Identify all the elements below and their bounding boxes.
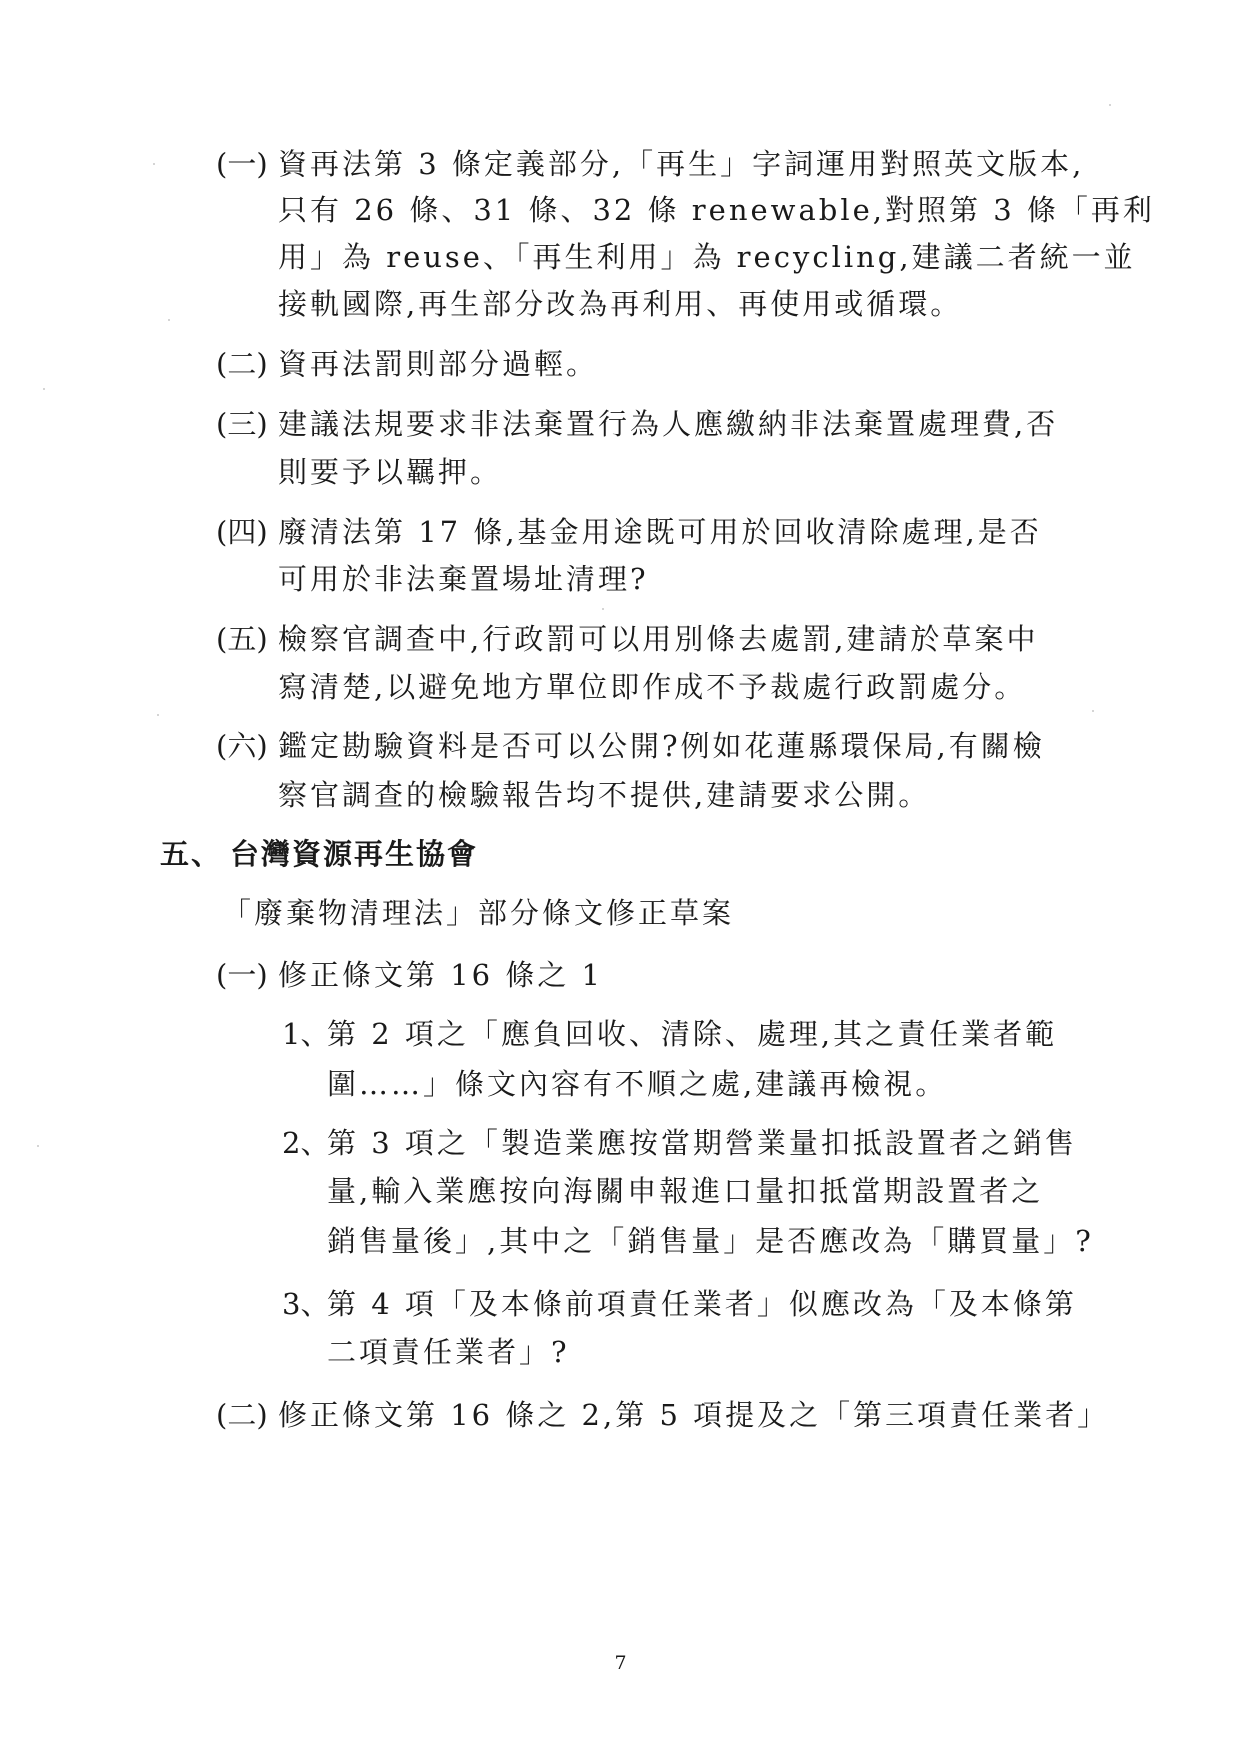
page-number: 7 (614, 1652, 627, 1674)
item-text-line: 修正條文第 16 條之 1 (278, 958, 604, 992)
section-number: 五、 (160, 837, 223, 871)
scan-speck (1092, 710, 1094, 712)
scan-speck (157, 714, 159, 716)
item-text-line: 鑑定勘驗資料是否可以公開?例如花蓮縣環保局,有關檢 (278, 729, 1045, 763)
item-marker: (二) (216, 1398, 268, 1432)
subitem-text-line: 第 2 項之「應負回收、清除、處理,其之責任業者範 (327, 1017, 1058, 1051)
scan-speck (168, 319, 170, 321)
scan-speck (153, 163, 155, 165)
subitem-text-line: 量,輸入業應按向海關申報進口量扣抵當期設置者之 (327, 1174, 1044, 1208)
subitem-text-line: 銷售量後」,其中之「銷售量」是否應改為「購買量」? (327, 1224, 1094, 1258)
item-text-line: 建議法規要求非法棄置行為人應繳納非法棄置處理費,否 (278, 407, 1059, 441)
item-text-line: 則要予以羈押。 (278, 455, 503, 489)
item-text-line: 接軌國際,再生部分改為再利用、再使用或循環。 (278, 287, 963, 321)
item-text-line: 察官調查的檢驗報告均不提供,建請要求公開。 (278, 778, 931, 812)
item-text-line: 檢察官調查中,行政罰可以用別條去處罰,建請於草案中 (278, 622, 1039, 656)
subitem-marker: 2、 (282, 1126, 330, 1160)
item-text-line: 資再法第 3 條定義部分,「再生」字詞運用對照英文版本, (278, 147, 1085, 181)
subitem-text-line: 圍……」條文內容有不順之處,建議再檢視。 (327, 1067, 948, 1101)
subitem-marker: 3、 (282, 1287, 330, 1321)
scan-speck (602, 608, 604, 610)
item-marker: (一) (216, 147, 268, 181)
scan-speck (43, 388, 45, 390)
item-text-line: 可用於非法棄置場址清理? (278, 562, 649, 596)
section-title: 台灣資源再生協會 (230, 837, 479, 871)
subitem-marker: 1、 (282, 1017, 330, 1051)
scan-speck (1109, 104, 1111, 106)
subitem-text-line: 第 3 項之「製造業應按當期營業量扣抵設置者之銷售 (327, 1126, 1077, 1160)
item-marker: (一) (216, 958, 268, 992)
item-text-line: 資再法罰則部分過輕。 (278, 347, 599, 381)
item-marker: (六) (216, 729, 268, 763)
item-marker: (三) (216, 407, 268, 441)
scan-speck (37, 1145, 39, 1147)
item-text-line: 寫清楚,以避免地方單位即作成不予裁處行政罰處分。 (278, 670, 1027, 704)
item-text-line: 用」為 reuse、「再生利用」為 recycling,建議二者統一並 (278, 240, 1136, 274)
item-marker: (四) (216, 515, 268, 549)
item-text-line: 修正條文第 16 條之 2,第 5 項提及之「第三項責任業者」 (278, 1398, 1110, 1432)
section-subtitle: 「廢棄物清理法」部分條文修正草案 (222, 896, 735, 930)
item-text-line: 只有 26 條、31 條、32 條 renewable,對照第 3 條「再利 (278, 193, 1155, 227)
subitem-text-line: 二項責任業者」? (327, 1335, 570, 1369)
subitem-text-line: 第 4 項「及本條前項責任業者」似應改為「及本條第 (327, 1287, 1077, 1321)
item-marker: (二) (216, 347, 268, 381)
item-marker: (五) (216, 622, 268, 656)
item-text-line: 廢清法第 17 條,基金用途既可用於回收清除處理,是否 (278, 515, 1042, 549)
